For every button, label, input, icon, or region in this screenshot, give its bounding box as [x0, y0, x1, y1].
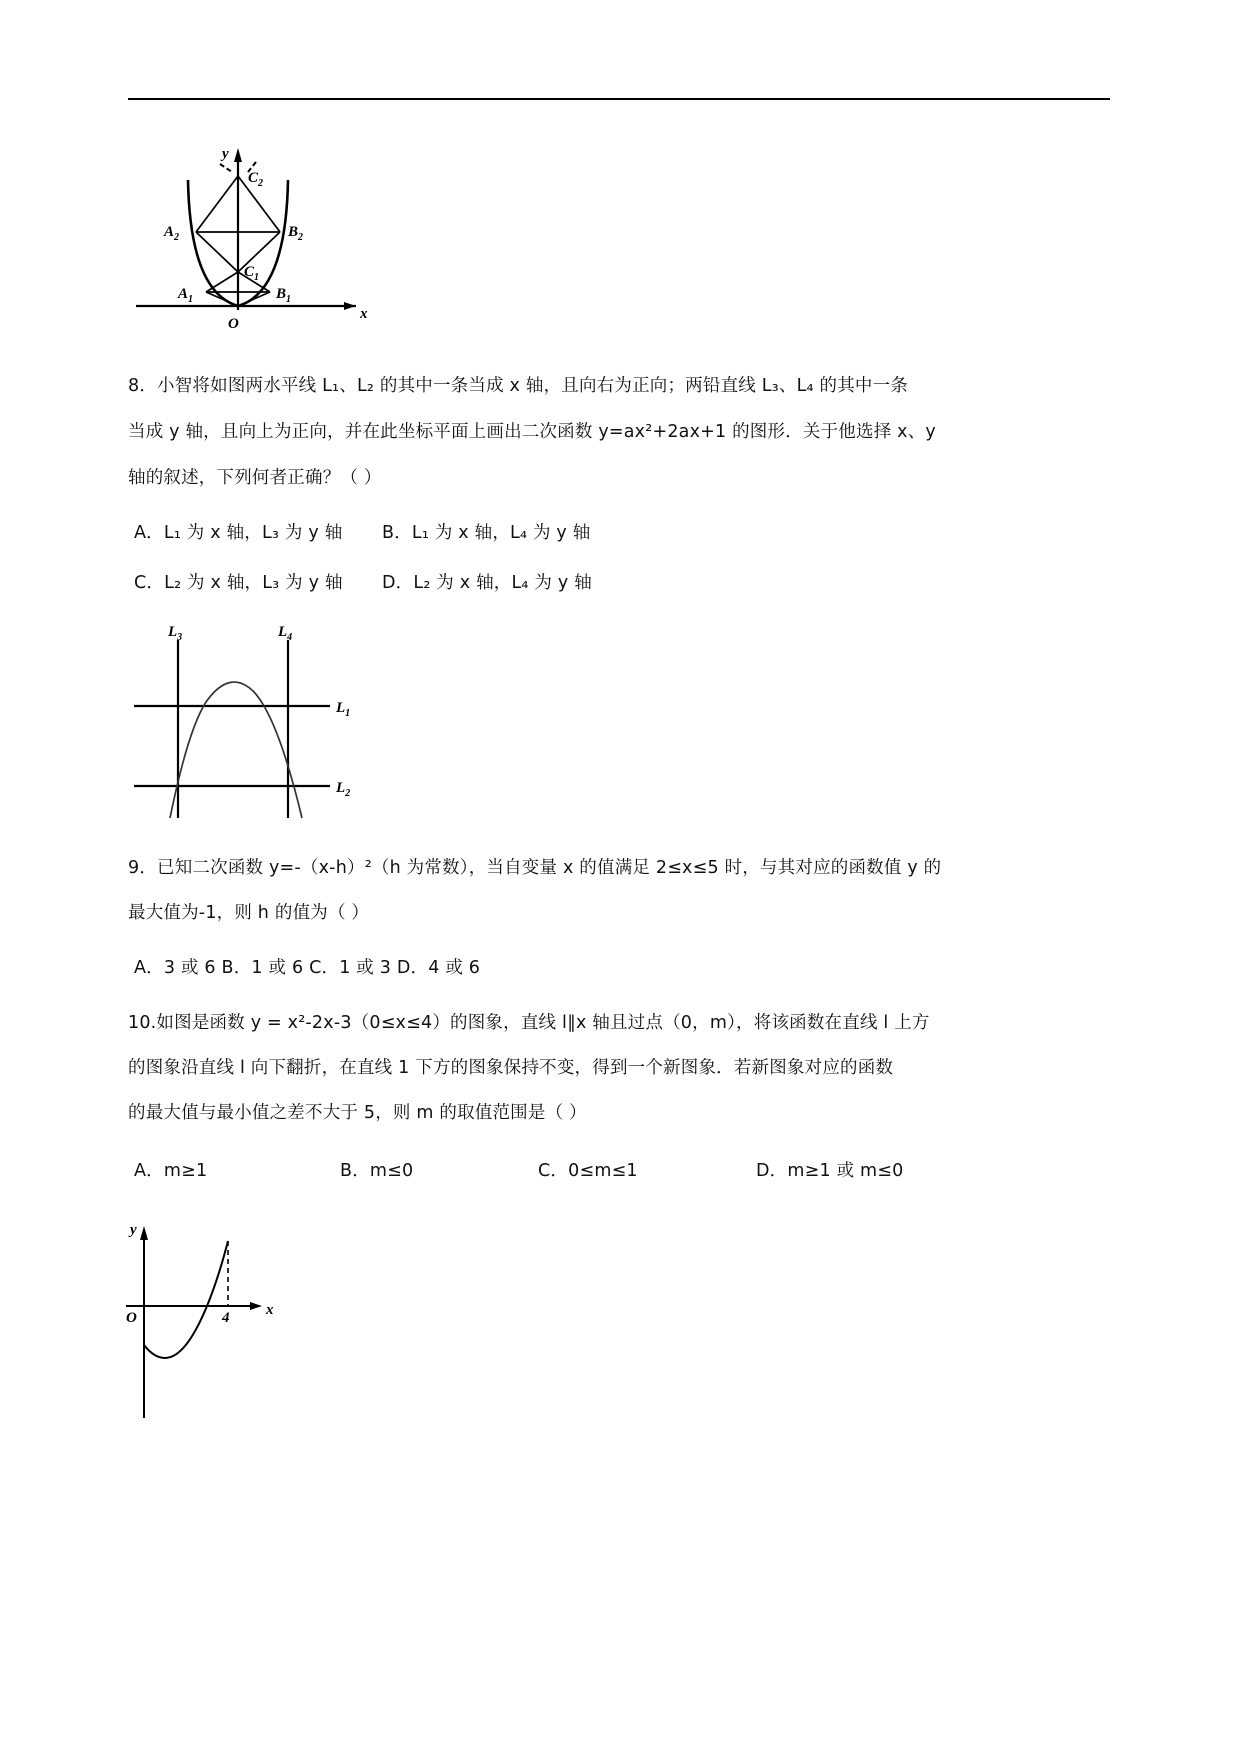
question-8-line-2 [128, 424, 936, 442]
figure1-label-B1: $B_1$ [276, 286, 292, 305]
q10-text-3: 的最大值与最小值之差不大于 5，则 m 的取值范围是（ ） [128, 1103, 587, 1123]
q10-option-a-label: A．m≥1 [134, 1161, 208, 1181]
figure1-label-C2: $C_2$ [248, 170, 264, 189]
question-10-option-b[interactable] [340, 1163, 413, 1181]
figure-1-parabola-with-triangles [128, 132, 388, 344]
question-9-options[interactable] [134, 960, 480, 978]
q8-text-3: 轴的叙述，下列何者正确？（ ） [128, 468, 382, 488]
question-9-line-1 [128, 860, 941, 878]
q8-option-d-label: D．L₂ 为 x 轴，L₄ 为 y 轴 [382, 573, 592, 593]
figure3-label-4: 4 [222, 1310, 230, 1326]
q10-text-1: 10.如图是函数 y = x²-2x-3（0≤x≤4）的图象，直线 l∥x 轴且过点（0，m），将该函数在直线 l 上方 [128, 1013, 930, 1033]
figure1-label-y: y [222, 146, 229, 162]
figure2-label-L1: $L_1$ [336, 700, 351, 719]
question-8-line-3 [128, 470, 382, 488]
header-rule [128, 98, 1110, 100]
figure2-label-L4: $L_4$ [278, 624, 293, 643]
q8-option-c-label: C．L₂ 为 x 轴，L₃ 为 y 轴 [134, 573, 343, 593]
q8-option-b-label: B．L₁ 为 x 轴，L₄ 为 y 轴 [382, 523, 591, 543]
question-8-option-b[interactable] [382, 525, 590, 543]
question-8-option-d[interactable] [382, 575, 592, 593]
q10-option-c-label: C．0≤m≤1 [538, 1161, 638, 1181]
q9-text-2: 最大值为-1，则 h 的值为（ ） [128, 903, 370, 923]
q8-text-2: 当成 y 轴，且向上为正向，并在此坐标平面上画出二次函数 y=ax²+2ax+1 的图形．关于他选择 x、y [128, 422, 936, 442]
figure1-label-B2: $B_2$ [288, 224, 304, 243]
q9-text-1: 9．已知二次函数 y=-（x-h）²（h 为常数），当自变量 x 的值满足 2≤x≤5 时，与其对应的函数值 y 的 [128, 858, 942, 878]
question-10-line-2 [128, 1060, 893, 1078]
figure3-label-y: y [130, 1222, 137, 1238]
figure2-label-L2: $L_2$ [336, 780, 351, 799]
figure1-label-A1: $A_1$ [178, 286, 194, 305]
question-10-line-3 [128, 1105, 587, 1123]
figure1-label-x: x [360, 306, 368, 322]
question-10-option-c[interactable] [538, 1163, 638, 1181]
q10-text-2: 的图象沿直线 l 向下翻折，在直线 1 下方的图象保持不变，得到一个新图象．若新图象对应的函数 [128, 1058, 894, 1078]
question-8-line-1 [128, 378, 908, 396]
figure3-label-x: x [266, 1302, 274, 1318]
q10-option-d-label: D．m≥1 或 m≤0 [756, 1161, 904, 1181]
figure-3-parabola-x2-2x-3 [120, 1218, 340, 1448]
figure1-label-O: O [228, 316, 239, 332]
figure2-label-L3: $L_3$ [168, 624, 183, 643]
figure1-label-C1: $C_1$ [244, 264, 260, 283]
question-8-option-c[interactable] [134, 575, 343, 593]
question-10-option-d[interactable] [756, 1163, 904, 1181]
figure3-label-O: O [126, 1310, 137, 1326]
question-8-option-a[interactable] [134, 525, 342, 543]
q9-options-label: A．3 或 6 B．1 或 6 C．1 或 3 D．4 或 6 [134, 958, 481, 978]
q10-option-b-label: B．m≤0 [340, 1161, 414, 1181]
figure1-label-A2: $A_2$ [164, 224, 180, 243]
q8-option-a-label: A．L₁ 为 x 轴，L₃ 为 y 轴 [134, 523, 343, 543]
q8-text-1: 8．小智将如图两水平线 L₁、L₂ 的其中一条当成 x 轴，且向右为正向；两铅直线 L₃、L₄ 的其中一条 [128, 376, 909, 396]
question-10-option-a[interactable] [134, 1163, 207, 1181]
figure-2-lines-L1-L4 [130, 622, 390, 822]
question-10-line-1 [128, 1015, 930, 1033]
question-9-line-2 [128, 905, 369, 923]
